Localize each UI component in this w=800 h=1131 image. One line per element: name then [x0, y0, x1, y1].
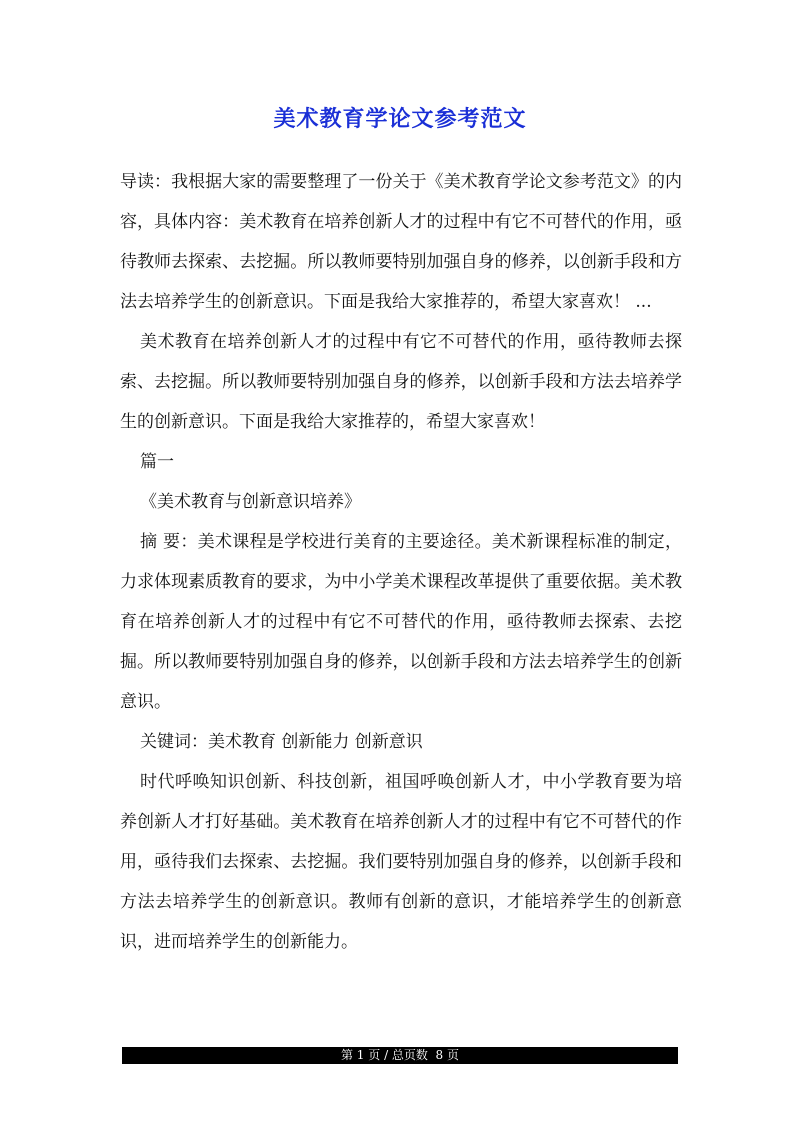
body-paragraph: 时代呼唤知识创新、科技创新，祖国呼唤创新人才，中小学教育要为培养创新人才打好基础。美术教育在培养创新人才的过程中有它不可替代的作用，亟待我们去探索、去挖掘。我们要特别加强自身的修养，以创新手段和方法去培养学生的创新意识。教师有创新的意识，才能培养学生的创新意识，进而培养学生的创新能力。 [120, 772, 682, 952]
article-title: 《美术教育与创新意识培养》 [140, 492, 361, 512]
section-heading: 篇一 [140, 452, 174, 472]
intro-paragraph: 导读：我根据大家的需要整理了一份关于《美术教育学论文参考范文》的内容，具体内容：美术教育在培养创新人才的过程中有它不可替代的作用，亟待教师去探索、去挖掘。所以教师要特别加强自身的修养，以创新手段和方法去培养学生的创新意识。下面是我给大家推荐的，希望大家喜欢！ ... [120, 172, 682, 312]
document-title: 美术教育学论文参考范文 [273, 107, 527, 132]
summary-paragraph: 美术教育在培养创新人才的过程中有它不可替代的作用，亟待教师去探索、去挖掘。所以教师要特别加强自身的修养，以创新手段和方法去培养学生的创新意识。下面是我给大家推荐的，希望大家喜欢！ [120, 332, 682, 432]
abstract-paragraph: 摘 要：美术课程是学校进行美育的主要途径。美术新课程标准的制定，力求体现素质教育的要求，为中小学美术课程改革提供了重要依据。美术教育在培养创新人才的过程中有它不可替代的作用，亟待教师去探索、去挖掘。所以教师要特别加强自身的修养，以创新手段和方法去培养学生的创新意识。 [120, 532, 682, 712]
page-footer [122, 1047, 678, 1064]
page-number-label: 第 1 页 / 总页数 8 页 [340, 1048, 459, 1062]
document-body [120, 162, 682, 962]
keywords-line: 关键词：美术教育 创新能力 创新意识 [140, 732, 423, 752]
